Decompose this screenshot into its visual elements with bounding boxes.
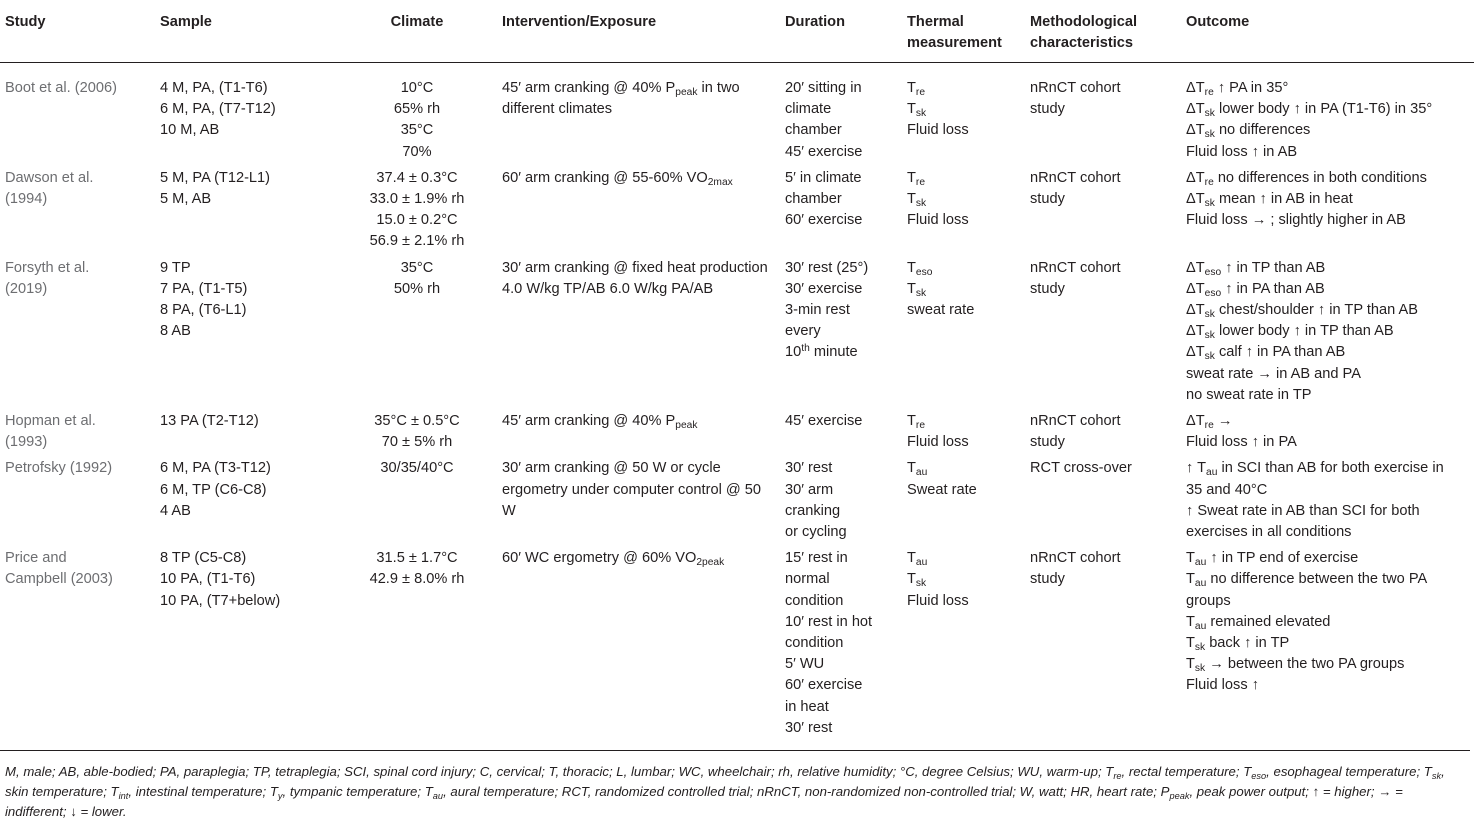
- cell-outcome-line: $\Delta T_{sk}$ lower body ↑ in TP than AB: [1186, 323, 1394, 342]
- cell-outcome-line: sweat rate → in AB and PA: [1186, 365, 1361, 382]
- cell-duration: [781, 63, 903, 168]
- cell-climate-line: 35°C: [400, 122, 434, 139]
- cell-methodological-characteristics-line: study: [1030, 101, 1065, 118]
- cell-intervention-text: 60′ WC ergometry @ 60% $VO_{2peak}$: [502, 550, 725, 569]
- cell-study-line: Forsyth et al.: [5, 259, 90, 276]
- header-duration: Duration: [785, 14, 845, 30]
- cell-study-line: Boot et al. (2006): [5, 80, 117, 96]
- cell-thermal-measurement-line: Fluid loss: [907, 212, 969, 229]
- cell-duration-line: 20′ sitting in: [785, 80, 862, 96]
- cell-outcome-line: $\Delta T_{sk}$ mean ↑ in AB in heat: [1186, 191, 1353, 210]
- cell-outcome: [1182, 548, 1474, 744]
- cell-thermal-measurement: [903, 411, 1026, 458]
- cell-outcome-line: $\Delta T_{re}$ no differences in both conditions: [1186, 169, 1427, 188]
- cell-duration-line: 5′ in climate: [785, 169, 862, 186]
- cell-climate: [336, 548, 498, 744]
- cell-outcome-line: $\Delta T_{eso}$ ↑ in PA than AB: [1186, 280, 1325, 299]
- cell-duration-line: 15′ rest in: [785, 550, 848, 567]
- cell-duration-line: condition: [785, 635, 844, 652]
- cell-duration: [781, 458, 903, 548]
- cell-study-line: Price and: [5, 550, 67, 567]
- cell-methodological-characteristics-line: nRnCT cohort: [1030, 169, 1121, 186]
- cell-duration-line: chamber: [785, 122, 842, 139]
- cell-study: [0, 548, 156, 744]
- cell-intervention: [498, 168, 781, 258]
- cell-intervention-text: 45′ arm cranking @ 40% $P_{peak}$: [502, 413, 698, 432]
- cell-duration-line: 10′ rest in hot: [785, 613, 873, 630]
- table-row: [0, 411, 1474, 458]
- cell-outcome-line: $\Delta T_{sk}$ calf ↑ in PA than AB: [1186, 344, 1346, 363]
- cell-outcome-line: $\Delta T_{re}$ →: [1186, 413, 1233, 432]
- cell-outcome-line: exercises in all conditions: [1186, 524, 1352, 541]
- cell-climate-line: 65% rh: [393, 101, 441, 118]
- cell-duration-line: climate: [785, 101, 832, 118]
- cell-sample: [156, 168, 336, 258]
- cell-outcome: [1182, 258, 1474, 411]
- cell-study: [0, 168, 156, 258]
- cell-duration-line: 5′ WU: [785, 656, 825, 673]
- cell-outcome-line: $\Delta T_{sk}$ chest/shoulder ↑ in TP than AB: [1186, 302, 1418, 321]
- cell-intervention: [498, 458, 781, 548]
- cell-methodological-characteristics: [1026, 458, 1182, 548]
- cell-thermal-measurement-line: $T_{sk}$: [907, 191, 927, 210]
- table-row: [0, 458, 1474, 548]
- cell-intervention-text: 45′ arm cranking @ 40% $P_{peak}$ in two different climates: [502, 80, 740, 118]
- cell-sample-line: 6 M, TP (C6-C8): [160, 481, 267, 498]
- cell-climate-line: 15.0 ± 0.2°C: [376, 212, 458, 229]
- cell-thermal-measurement-line: Fluid loss: [907, 434, 969, 451]
- cell-thermal-measurement-line: Fluid loss: [907, 122, 969, 139]
- cell-outcome-line: no sweat rate in TP: [1186, 386, 1312, 403]
- cell-duration-line: 3-min rest: [785, 302, 850, 319]
- cell-outcome: [1182, 411, 1474, 458]
- cell-outcome-line: $\Delta T_{sk}$ no differences: [1186, 122, 1311, 141]
- table-footnote: M, male; AB, able-bodied; PA, paraplegia; TP, tetraplegia; SCI, spinal cord injury; C, cervical; T, thoracic; L, lumbar; WC, wheelchair; rh, relative humidity; °C, degree Celsius; WU, warm-up; $T_{re}$, rectal temperature; $T_{eso}$, esophageal temperature; $T_{sk}$, skin temperature; $T_{int}$, intestinal temperature; $T_y$, tympanic temperature; $T_{au}$, aural temperature; RCT, randomized controlled trial; nRnCT, non-randomized non-controlled trial; W, watt; HR, heart rate; $P_{peak}$, peak power output; ↑ = higher; → = indifferent; ↓ = lower.: [0, 750, 1470, 822]
- cell-sample: [156, 458, 336, 548]
- cell-intervention-text: 60′ arm cranking @ 55-60% $VO_{2max}$: [502, 169, 733, 188]
- cell-thermal-measurement-line: $T_{au}$: [907, 550, 928, 569]
- cell-outcome: [1182, 168, 1474, 258]
- header-methodological-characteristics: Methodological characteristics: [1030, 14, 1138, 51]
- cell-climate-line: 42.9 ± 8.0% rh: [369, 571, 465, 588]
- cell-outcome-line: $\Delta T_{sk}$ lower body ↑ in PA (T1-T6) in 35°: [1186, 101, 1433, 120]
- table-row: [0, 63, 1474, 168]
- cell-sample-line: 10 PA, (T1-T6): [160, 571, 256, 588]
- cell-duration: [781, 411, 903, 458]
- cell-climate-line: 56.9 ± 2.1% rh: [369, 233, 465, 250]
- cell-study: [0, 458, 156, 548]
- cell-climate-line: 35°C: [400, 259, 434, 276]
- cell-outcome: [1182, 458, 1474, 548]
- cell-duration-line: chamber: [785, 191, 842, 208]
- header-outcome: Outcome: [1186, 14, 1250, 30]
- cell-thermal-measurement: [903, 458, 1026, 548]
- cell-study-line: (1993): [5, 434, 48, 451]
- cell-thermal-measurement-line: $T_{re}$: [907, 169, 926, 188]
- cell-study-line: Petrofsky (1992): [5, 460, 113, 477]
- cell-methodological-characteristics-line: study: [1030, 434, 1065, 451]
- cell-methodological-characteristics: [1026, 168, 1182, 258]
- cell-outcome-line: ↑ $T_{au}$ in SCI than AB for both exercise in: [1186, 460, 1444, 479]
- cell-duration-line: or cycling: [785, 524, 847, 541]
- cell-sample-line: 4 AB: [160, 502, 191, 519]
- cell-outcome-line: Fluid loss → ; slightly higher in AB: [1186, 212, 1406, 229]
- cell-study-line: Campbell (2003): [5, 571, 113, 588]
- cell-outcome-line: $T_{sk}$ back ↑ in TP: [1186, 635, 1290, 654]
- cell-sample: [156, 63, 336, 168]
- cell-duration-line: 30′ arm: [785, 481, 834, 498]
- cell-thermal-measurement-line: $T_{eso}$: [907, 259, 933, 278]
- cell-sample: [156, 258, 336, 411]
- cell-climate-line: 70 ± 5% rh: [381, 434, 453, 451]
- cell-outcome-line: Fluid loss ↑ in AB: [1186, 143, 1298, 160]
- cell-thermal-measurement: [903, 258, 1026, 411]
- cell-thermal-measurement-line: $T_{sk}$: [907, 571, 927, 590]
- cell-intervention: [498, 411, 781, 458]
- cell-outcome-line: $T_{au}$ no difference between the two PA: [1186, 571, 1428, 590]
- cell-sample-line: 5 M, AB: [160, 191, 212, 208]
- cell-outcome-line: Fluid loss ↑: [1186, 677, 1259, 694]
- header-intervention: Intervention/Exposure: [502, 14, 657, 30]
- cell-sample-line: 6 M, PA (T3-T12): [160, 460, 271, 477]
- cell-climate-line: 31.5 ± 1.7°C: [376, 550, 458, 567]
- cell-climate: [336, 258, 498, 411]
- cell-methodological-characteristics: [1026, 411, 1182, 458]
- cell-methodological-characteristics: [1026, 63, 1182, 168]
- cell-climate-line: 30/35/40°C: [380, 460, 454, 477]
- cell-climate-line: 37.4 ± 0.3°C: [376, 169, 458, 186]
- cell-duration: [781, 168, 903, 258]
- cell-sample-line: 9 TP: [160, 259, 191, 276]
- cell-methodological-characteristics: [1026, 548, 1182, 744]
- cell-duration-line: 60′ exercise: [785, 212, 863, 229]
- cell-sample-line: 5 M, PA (T12-L1): [160, 169, 271, 186]
- cell-sample-line: 8 PA, (T6-L1): [160, 302, 247, 319]
- cell-outcome-line: $\Delta T_{re}$ ↑ PA in 35°: [1186, 80, 1289, 99]
- cell-duration-line: 10th minute: [785, 343, 858, 361]
- cell-duration-line: in heat: [785, 698, 829, 715]
- cell-duration-line: 30′ rest: [785, 460, 833, 477]
- cell-sample-line: 7 PA, (T1-T5): [160, 280, 248, 297]
- cell-duration-line: 60′ exercise: [785, 677, 863, 694]
- cell-thermal-measurement: [903, 548, 1026, 744]
- cell-sample-line: 4 M, PA, (T1-T6): [160, 80, 268, 96]
- cell-duration: [781, 258, 903, 411]
- cell-duration-line: 30′ rest (25°): [785, 259, 869, 276]
- cell-sample-line: 10 PA, (T7+below): [160, 592, 281, 609]
- cell-study: [0, 63, 156, 168]
- cell-climate: [336, 63, 498, 168]
- cell-sample-line: 10 M, AB: [160, 122, 220, 139]
- cell-duration-line: 30′ rest: [785, 719, 833, 736]
- cell-study: [0, 411, 156, 458]
- cell-thermal-measurement: [903, 63, 1026, 168]
- cell-climate-line: 10°C: [400, 80, 434, 96]
- cell-sample: [156, 411, 336, 458]
- cell-duration: [781, 548, 903, 744]
- header-sample: Sample: [160, 14, 212, 30]
- cell-duration-line: 45′ exercise: [785, 143, 863, 160]
- cell-outcome-line: groups: [1186, 592, 1231, 609]
- cell-outcome-line: $T_{sk}$ → between the two PA groups: [1186, 656, 1405, 675]
- cell-sample-line: 8 AB: [160, 323, 191, 340]
- cell-intervention: [498, 548, 781, 744]
- cell-outcome: [1182, 63, 1474, 168]
- cell-thermal-measurement-line: $T_{au}$: [907, 460, 928, 479]
- cell-thermal-measurement-line: Sweat rate: [907, 481, 977, 498]
- cell-climate: [336, 411, 498, 458]
- cell-study-line: (1994): [5, 191, 48, 208]
- table-row: [0, 258, 1474, 411]
- cell-outcome-line: $T_{au}$ remained elevated: [1186, 613, 1331, 632]
- cell-duration-line: 45′ exercise: [785, 413, 863, 430]
- header-thermal-measurement: Thermal measurement: [907, 14, 1002, 51]
- cell-methodological-characteristics: [1026, 258, 1182, 411]
- cell-methodological-characteristics-line: nRnCT cohort: [1030, 259, 1121, 276]
- cell-methodological-characteristics-line: study: [1030, 571, 1065, 588]
- cell-thermal-measurement-line: sweat rate: [907, 302, 975, 319]
- cell-climate: [336, 458, 498, 548]
- cell-study: [0, 258, 156, 411]
- cell-duration-line: every: [785, 323, 821, 340]
- cell-climate-line: 70%: [402, 143, 432, 160]
- cell-thermal-measurement-line: $T_{re}$: [907, 80, 926, 99]
- cell-methodological-characteristics-line: nRnCT cohort: [1030, 413, 1121, 430]
- cell-methodological-characteristics-line: study: [1030, 280, 1065, 297]
- header-study: Study: [5, 14, 46, 30]
- cell-methodological-characteristics-line: RCT cross-over: [1030, 460, 1132, 477]
- cell-methodological-characteristics-line: study: [1030, 191, 1065, 208]
- header-climate: Climate: [390, 14, 444, 30]
- cell-sample-line: 13 PA (T2-T12): [160, 413, 259, 430]
- cell-study-line: Dawson et al.: [5, 169, 94, 186]
- cell-sample-line: 8 TP (C5-C8): [160, 550, 247, 567]
- cell-duration-line: normal: [785, 571, 830, 588]
- cell-thermal-measurement-line: $T_{sk}$: [907, 101, 927, 120]
- cell-climate-line: 50% rh: [393, 280, 441, 297]
- cell-thermal-measurement-line: $T_{re}$: [907, 413, 926, 432]
- cell-outcome-line: $T_{au}$ ↑ in TP end of exercise: [1186, 550, 1359, 569]
- cell-climate: [336, 168, 498, 258]
- cell-study-line: Hopman et al.: [5, 413, 96, 430]
- cell-duration-line: cranking: [785, 502, 841, 519]
- cell-climate-line: 33.0 ± 1.9% rh: [369, 191, 465, 208]
- cell-methodological-characteristics-line: nRnCT cohort: [1030, 550, 1121, 567]
- cell-outcome-line: 35 and 40°C: [1186, 481, 1268, 498]
- cell-sample: [156, 548, 336, 744]
- cell-methodological-characteristics-line: nRnCT cohort: [1030, 80, 1121, 96]
- cell-outcome-line: $\Delta T_{eso}$ ↑ in TP than AB: [1186, 259, 1326, 278]
- cell-intervention-text: 30′ arm cranking @ fixed heat production 4.0 W/kg TP/AB 6.0 W/kg PA/AB: [502, 259, 768, 297]
- header-row: [0, 0, 1474, 63]
- cell-duration-line: 30′ exercise: [785, 280, 863, 297]
- cell-intervention: [498, 258, 781, 411]
- cell-thermal-measurement: [903, 168, 1026, 258]
- table-row: [0, 548, 1474, 744]
- cell-sample-line: 6 M, PA, (T7-T12): [160, 101, 276, 118]
- cell-thermal-measurement-line: Fluid loss: [907, 592, 969, 609]
- cell-outcome-line: Fluid loss ↑ in PA: [1186, 434, 1297, 451]
- cell-study-line: (2019): [5, 280, 48, 297]
- cell-duration-line: condition: [785, 592, 844, 609]
- cell-thermal-measurement-line: $T_{sk}$: [907, 280, 927, 299]
- cell-intervention-text: 30′ arm cranking @ 50 W or cycle ergometry under computer control @ 50 W: [502, 460, 761, 519]
- cell-intervention: [498, 63, 781, 168]
- cell-outcome-line: ↑ Sweat rate in AB than SCI for both: [1186, 502, 1420, 519]
- table-row: [0, 168, 1474, 258]
- cell-climate-line: 35°C ± 0.5°C: [374, 413, 460, 430]
